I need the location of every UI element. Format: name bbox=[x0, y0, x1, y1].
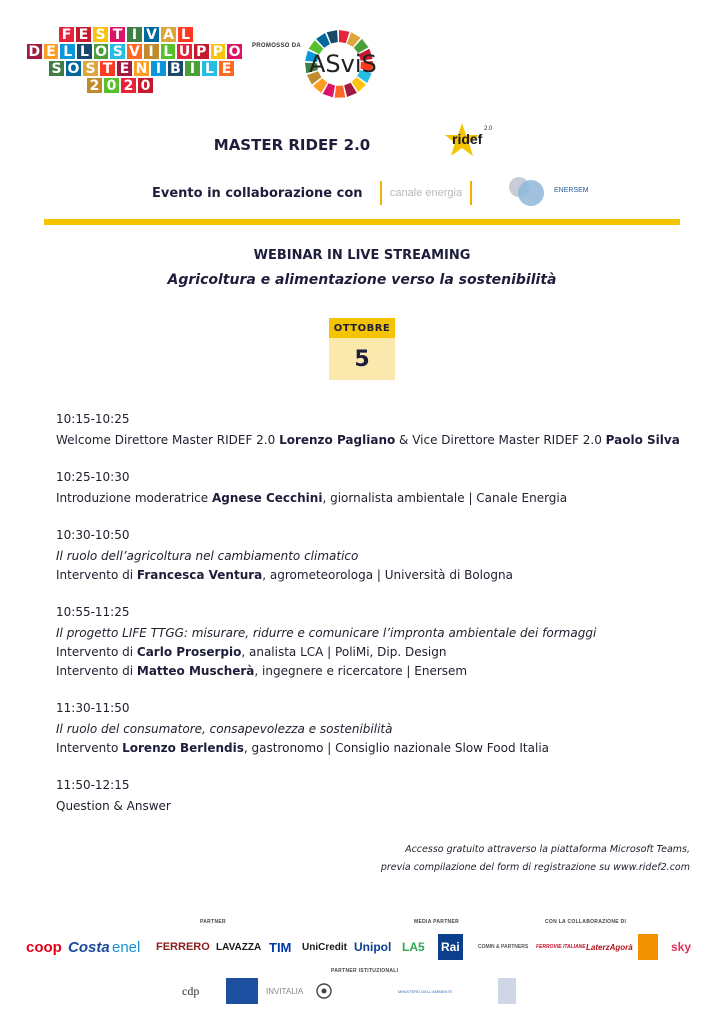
slot-line bbox=[56, 643, 696, 662]
slot-text: Intervento di bbox=[56, 645, 137, 659]
festival-logo-letter: E bbox=[117, 61, 132, 76]
logo-rai: Rai bbox=[438, 934, 463, 960]
speaker-name: Francesca Ventura bbox=[136, 568, 263, 582]
program-list bbox=[56, 410, 696, 834]
slot-line bbox=[56, 566, 696, 585]
access-line: previa compilazione del form di registrazione su www.ridef2.com bbox=[380, 862, 690, 873]
asvis-name: ASviS bbox=[309, 50, 377, 78]
logo-ministero-beni bbox=[498, 978, 516, 1004]
divider-bar bbox=[44, 219, 680, 225]
festival-logo-letter: B bbox=[168, 61, 183, 76]
festival-logo-letter: V bbox=[144, 27, 159, 42]
institutional-logos bbox=[180, 978, 540, 1004]
slot-time: 10:25-10:30 bbox=[56, 470, 130, 484]
logo-orange-box bbox=[638, 934, 658, 960]
slot-line bbox=[56, 739, 696, 758]
festival-logo-letter: L bbox=[60, 44, 75, 59]
logo-invitalia: INVITALIA bbox=[266, 986, 304, 996]
logo-lavazza: LAVAZZA bbox=[216, 941, 262, 953]
festival-logo-letter: I bbox=[185, 61, 200, 76]
slot-text: , analista LCA | PoliMi, Dip. Design bbox=[241, 645, 447, 659]
slot-time: 10:15-10:25 bbox=[56, 412, 130, 426]
logo-sky: sky bbox=[671, 940, 692, 954]
festival-logo-letter: P bbox=[194, 44, 209, 59]
logo-eu-flag bbox=[226, 978, 258, 1004]
festival-logo-letter: L bbox=[178, 27, 193, 42]
logo-emblem bbox=[316, 978, 332, 1004]
festival-logo-letter: F bbox=[59, 27, 74, 42]
speaker-name: Carlo Proserpio bbox=[136, 645, 242, 659]
slot-time: 10:30-10:50 bbox=[56, 528, 130, 542]
festival-logo-letter: E bbox=[44, 44, 59, 59]
festival-logo-letter: P bbox=[211, 44, 226, 59]
festival-logo-letter: L bbox=[77, 44, 92, 59]
festival-logo-letter: O bbox=[67, 60, 80, 77]
logo-enel: enel bbox=[112, 938, 141, 956]
festival-logo-row bbox=[27, 44, 242, 59]
slot-time: 11:50-12:15 bbox=[56, 778, 130, 792]
slot-text: Intervento bbox=[56, 741, 123, 755]
webinar-title: WEBINAR IN LIVE STREAMING bbox=[253, 248, 471, 263]
speaker-name: Lorenzo Berlendis bbox=[122, 741, 244, 755]
slot-text: Introduzione moderatrice bbox=[56, 491, 212, 505]
slot-line bbox=[56, 624, 696, 643]
festival-logo-letter: 2 bbox=[121, 78, 136, 93]
slot-text: , agrometeorologa | Università di Bologna bbox=[262, 568, 513, 582]
logo-laterza: LaterzAgorà bbox=[586, 942, 633, 952]
slot-text: , ingegnere e ricercatore | Enersem bbox=[254, 664, 468, 678]
webinar-subtitle: Agricoltura e alimentazione verso la sostenibilità bbox=[167, 272, 557, 288]
asvis-ring-segment bbox=[335, 86, 346, 98]
speaker-name: Paolo Silva bbox=[605, 433, 680, 447]
logo-ferrero: FERRERO bbox=[156, 941, 210, 953]
slot-text: Welcome Direttore Master RIDEF 2.0 bbox=[56, 433, 280, 447]
canale-energia-logo: canale energia bbox=[380, 181, 472, 205]
logo-comin: COMIN & PARTNERS bbox=[478, 944, 529, 950]
logo-ministero-ambiente: MINISTERO DELL'AMBIENTE bbox=[398, 988, 453, 994]
festival-logo-letter: V bbox=[129, 43, 140, 60]
slot-text: , giornalista ambientale | Canale Energia bbox=[322, 491, 568, 505]
date-month: OTTOBRE bbox=[329, 318, 395, 338]
logo-ferrovie: FERROVIE ITALIANE bbox=[536, 944, 586, 950]
festival-logo-letter: I bbox=[127, 27, 142, 42]
festival-logo-letter: 0 bbox=[138, 78, 153, 93]
logo-coop: coop bbox=[26, 938, 62, 956]
ridef-logo bbox=[442, 121, 497, 163]
logo-unipol: Unipol bbox=[354, 940, 392, 954]
festival-logo-row bbox=[27, 78, 242, 93]
access-line: Accesso gratuito attraverso la piattaforma Microsoft Teams, bbox=[405, 844, 690, 855]
logo-costa: Costa bbox=[68, 938, 110, 956]
festival-logo-letter: I bbox=[151, 61, 166, 76]
promosso-label: PROMOSSO DA bbox=[252, 43, 301, 49]
emblem-icon bbox=[316, 983, 332, 999]
logo-cdp: cdp bbox=[182, 983, 200, 998]
speaker-name: Lorenzo Pagliano bbox=[279, 433, 396, 447]
collab-text: Evento in collaborazione con bbox=[152, 186, 363, 201]
festival-logo-row bbox=[27, 61, 242, 76]
date-day: 5 bbox=[329, 338, 395, 380]
enersem-logo: ENERSEM bbox=[554, 187, 589, 194]
date-badge bbox=[329, 318, 395, 380]
program-slot bbox=[56, 468, 696, 508]
slot-text: Question & Answer bbox=[56, 799, 171, 813]
festival-logo-letter: A bbox=[161, 27, 176, 42]
festival-logo-letter: E bbox=[76, 27, 91, 42]
logo-tim: TIM bbox=[269, 939, 292, 955]
program-slot bbox=[56, 410, 696, 450]
festival-logo-letter: L bbox=[161, 44, 176, 59]
logo-unicredit: UniCredit bbox=[302, 941, 347, 953]
slot-time: 10:55-11:25 bbox=[56, 605, 130, 619]
slot-text: Intervento di bbox=[56, 664, 137, 678]
master-title: MASTER RIDEF 2.0 bbox=[213, 136, 371, 154]
program-slot bbox=[56, 603, 696, 681]
slot-text: Il progetto LIFE TTGG: misurare, ridurre e comunicare l’impronta ambientale dei formaggi bbox=[56, 626, 597, 640]
program-slot bbox=[56, 526, 696, 585]
slot-line bbox=[56, 797, 696, 816]
festival-logo-letter: 2 bbox=[87, 78, 102, 93]
slot-text: Il ruolo dell’agricoltura nel cambiamento climatico bbox=[56, 549, 359, 563]
asvis-logo bbox=[297, 28, 381, 100]
slot-time: 11:30-11:50 bbox=[56, 701, 130, 715]
festival-logo-letter: S bbox=[93, 27, 108, 42]
slot-line bbox=[56, 547, 696, 566]
festival-logo-letter: S bbox=[83, 61, 98, 76]
slot-text: Il ruolo del consumatore, consapevolezza e sostenibilità bbox=[56, 722, 393, 736]
festival-logo-letter: O bbox=[228, 43, 241, 60]
slot-text: & Vice Direttore Master RIDEF 2.0 bbox=[395, 433, 606, 447]
logo-la5: LA5 bbox=[402, 940, 425, 954]
speaker-name: Agnese Cecchini bbox=[211, 491, 323, 505]
festival-logo-letter: S bbox=[110, 44, 125, 59]
program-slot bbox=[56, 699, 696, 758]
festival-logo-letter: U bbox=[178, 43, 191, 60]
slot-line bbox=[56, 662, 696, 681]
festival-logo-letter: S bbox=[49, 61, 64, 76]
festival-logo-letter: D bbox=[28, 43, 41, 60]
ridef-version: 2.0 bbox=[484, 126, 493, 132]
festival-logo-letter: T bbox=[110, 27, 125, 42]
access-note bbox=[290, 841, 690, 877]
media-partner-label: MEDIA PARTNER bbox=[414, 919, 460, 925]
program-slot bbox=[56, 776, 696, 816]
enersem-circles-icon bbox=[507, 175, 547, 207]
slot-text: Intervento di bbox=[56, 568, 137, 582]
festival-logo-letter: I bbox=[144, 44, 159, 59]
slot-line bbox=[56, 489, 696, 508]
festival-logo-letter: L bbox=[202, 61, 217, 76]
slot-line bbox=[56, 431, 696, 450]
istituzionali-label: PARTNER ISTITUZIONALI bbox=[331, 968, 399, 974]
slot-text: , gastronomo | Consiglio nazionale Slow Food Italia bbox=[243, 741, 550, 755]
collab-partner-label: CON LA COLLABORAZIONE DI bbox=[545, 919, 627, 925]
partner-logos bbox=[26, 934, 702, 960]
festival-logo bbox=[27, 27, 242, 95]
speaker-name: Matteo Muscherà bbox=[136, 664, 255, 678]
festival-logo-letter: 0 bbox=[104, 78, 119, 93]
festival-logo-letter: E bbox=[219, 61, 234, 76]
festival-logo-letter: N bbox=[135, 60, 148, 77]
partner-label: PARTNER bbox=[200, 919, 226, 925]
festival-logo-row bbox=[27, 27, 242, 42]
festival-logo-letter: T bbox=[100, 61, 115, 76]
slot-line bbox=[56, 720, 696, 739]
festival-logo-letter: O bbox=[95, 43, 108, 60]
ridef-name: ridef bbox=[452, 131, 483, 147]
